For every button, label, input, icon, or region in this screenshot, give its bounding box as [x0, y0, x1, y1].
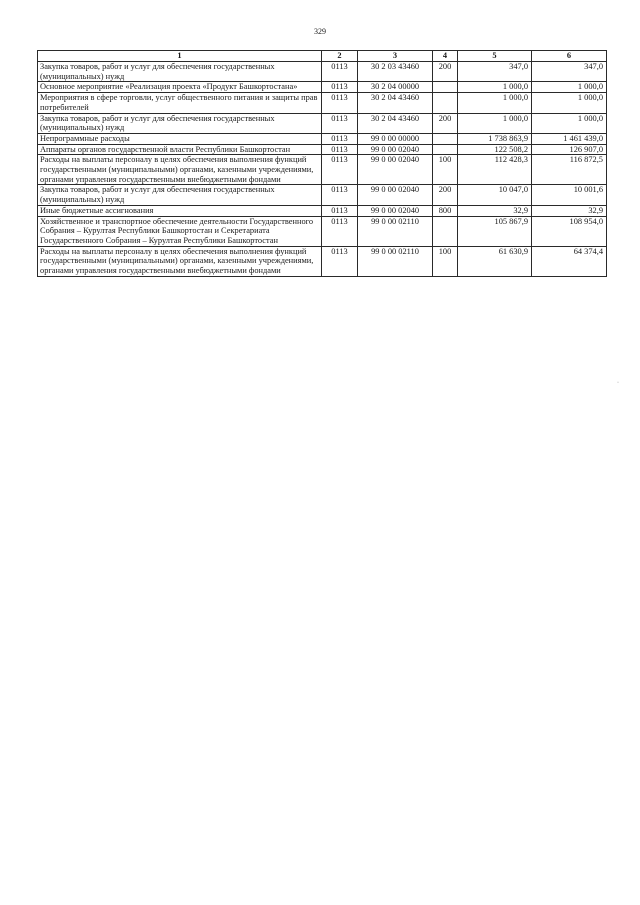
row-target: 30 2 03 43460 — [358, 62, 433, 82]
row-target: 99 0 00 02040 — [358, 144, 433, 155]
column-header: 5 — [458, 51, 532, 62]
row-name: Иные бюджетные ассигнования — [38, 205, 322, 216]
row-type — [433, 133, 458, 144]
row-value-5: 1 738 863,9 — [458, 133, 532, 144]
row-target: 99 0 00 02110 — [358, 216, 433, 246]
table-row — [38, 144, 607, 155]
row-target: 99 0 00 00000 — [358, 133, 433, 144]
table-row — [38, 185, 607, 205]
row-section: 0113 — [322, 93, 358, 113]
row-value-5: 10 047,0 — [458, 185, 532, 205]
row-type: 200 — [433, 185, 458, 205]
row-type: 100 — [433, 155, 458, 185]
row-value-6: 1 000,0 — [532, 113, 607, 133]
table-row — [38, 155, 607, 185]
row-target: 30 2 04 00000 — [358, 82, 433, 93]
table-row — [38, 133, 607, 144]
row-name: Расходы на выплаты персоналу в целях обеспечения выполнения функций государственными (муниципальными) органами, казенными учреждениями, органами управления государственными внебюджетными фондами — [38, 155, 322, 185]
table-row — [38, 216, 607, 246]
row-value-6: 1 000,0 — [532, 93, 607, 113]
row-name: Аппараты органов государственной власти Республики Башкортостан — [38, 144, 322, 155]
row-name: Закупка товаров, работ и услуг для обеспечения государственных (муниципальных) нужд — [38, 113, 322, 133]
row-section: 0113 — [322, 62, 358, 82]
row-section: 0113 — [322, 205, 358, 216]
row-section: 0113 — [322, 113, 358, 133]
table-row — [38, 205, 607, 216]
row-name: Мероприятия в сфере торговли, услуг общественного питания и защиты прав потребителей — [38, 93, 322, 113]
row-name: Закупка товаров, работ и услуг для обеспечения государственных (муниципальных) нужд — [38, 62, 322, 82]
table-row — [38, 82, 607, 93]
row-name: Расходы на выплаты персоналу в целях обеспечения выполнения функций государственными (муниципальными) органами, казенными учреждениями, органами управления государственными внебюджетными фондами — [38, 246, 322, 276]
row-value-5: 105 867,9 — [458, 216, 532, 246]
row-target: 99 0 00 02040 — [358, 205, 433, 216]
row-value-5: 1 000,0 — [458, 82, 532, 93]
row-value-5: 61 630,9 — [458, 246, 532, 276]
row-name: Хозяйственное и транспортное обеспечение деятельности Государственного Собрания – Курултая Республики Башкортостан и Секретариата Государственного Собрания – Курултая Республики Башкортостан — [38, 216, 322, 246]
row-section: 0113 — [322, 82, 358, 93]
column-header: 2 — [322, 51, 358, 62]
row-value-6: 347,0 — [532, 62, 607, 82]
table-row — [38, 93, 607, 113]
row-type: 800 — [433, 205, 458, 216]
row-type — [433, 93, 458, 113]
column-header: 4 — [433, 51, 458, 62]
row-value-6: 1 000,0 — [532, 82, 607, 93]
row-section: 0113 — [322, 246, 358, 276]
row-type: 200 — [433, 62, 458, 82]
column-header: 1 — [38, 51, 322, 62]
row-type — [433, 216, 458, 246]
budget-table — [37, 50, 607, 277]
row-type: 100 — [433, 246, 458, 276]
row-section: 0113 — [322, 133, 358, 144]
row-value-5: 32,9 — [458, 205, 532, 216]
row-value-6: 64 374,4 — [532, 246, 607, 276]
row-value-6: 108 954,0 — [532, 216, 607, 246]
row-section: 0113 — [322, 155, 358, 185]
row-value-6: 1 461 439,0 — [532, 133, 607, 144]
table-header-row — [38, 51, 607, 62]
row-section: 0113 — [322, 144, 358, 155]
row-target: 30 2 04 43460 — [358, 113, 433, 133]
row-value-5: 1 000,0 — [458, 93, 532, 113]
row-type — [433, 144, 458, 155]
row-value-6: 126 907,0 — [532, 144, 607, 155]
row-value-6: 10 001,6 — [532, 185, 607, 205]
column-header: 3 — [358, 51, 433, 62]
row-section: 0113 — [322, 216, 358, 246]
row-target: 99 0 00 02040 — [358, 185, 433, 205]
table-row — [38, 62, 607, 82]
row-value-5: 122 508,2 — [458, 144, 532, 155]
row-name: Закупка товаров, работ и услуг для обеспечения государственных (муниципальных) нужд — [38, 185, 322, 205]
row-target: 99 0 00 02110 — [358, 246, 433, 276]
row-section: 0113 — [322, 185, 358, 205]
scan-speck: · — [617, 380, 619, 386]
column-header: 6 — [532, 51, 607, 62]
row-value-5: 112 428,3 — [458, 155, 532, 185]
row-type: 200 — [433, 113, 458, 133]
table-row — [38, 246, 607, 276]
row-type — [433, 82, 458, 93]
row-target: 30 2 04 43460 — [358, 93, 433, 113]
row-name: Непрограммные расходы — [38, 133, 322, 144]
row-value-6: 116 872,5 — [532, 155, 607, 185]
row-target: 99 0 00 02040 — [358, 155, 433, 185]
row-value-6: 32,9 — [532, 205, 607, 216]
page-number: 329 — [314, 27, 326, 36]
row-name: Основное мероприятие «Реализация проекта «Продукт Башкортостана» — [38, 82, 322, 93]
row-value-5: 1 000,0 — [458, 113, 532, 133]
table-row — [38, 113, 607, 133]
row-value-5: 347,0 — [458, 62, 532, 82]
